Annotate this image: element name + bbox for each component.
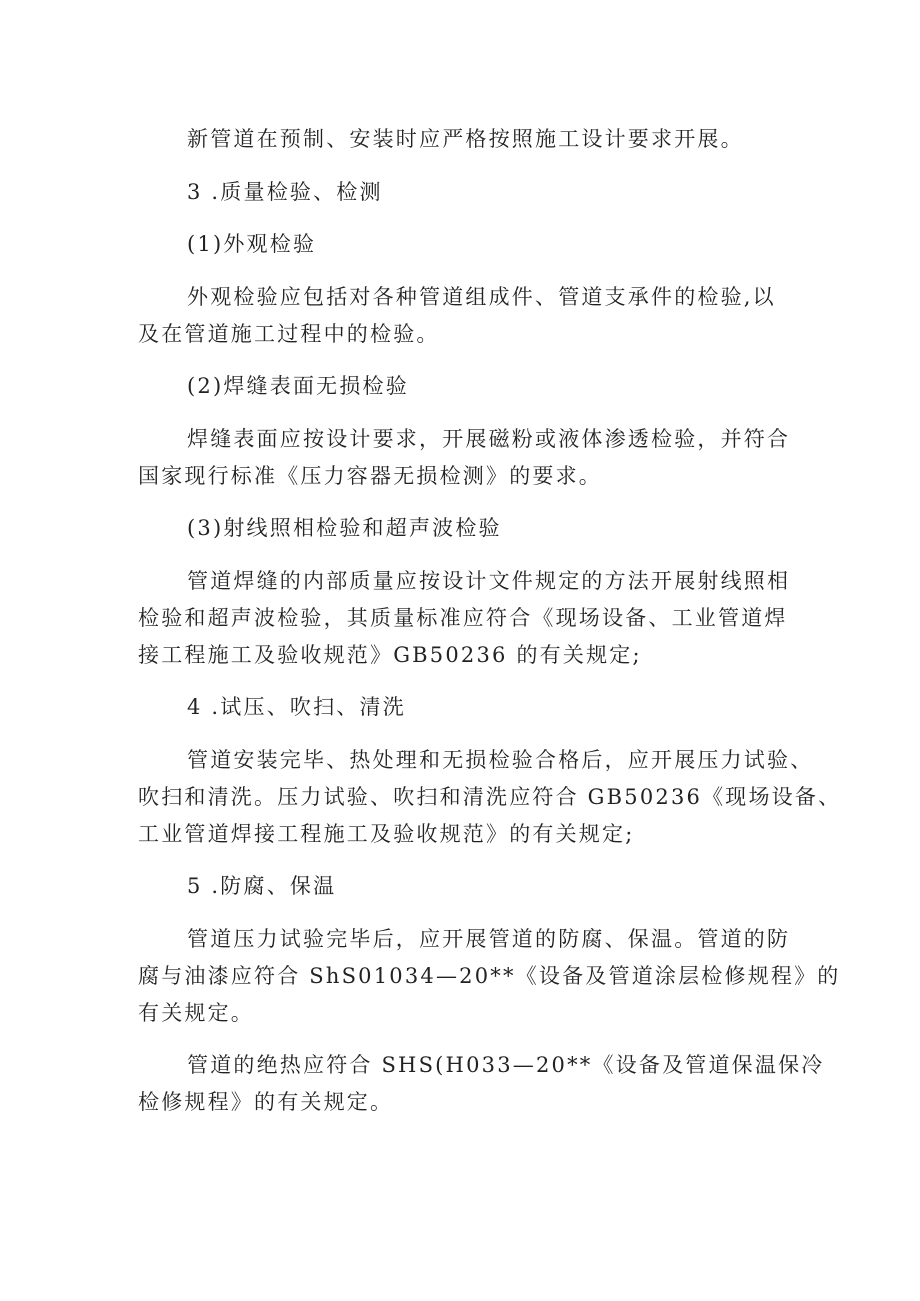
paragraph-insulation-line-1: 管道的绝热应符合 SHS(H033—20**《设备及管道保温保冷	[187, 1053, 825, 1077]
paragraph-weld-surface-line-1: 焊缝表面应按设计要求，开展磁粉或液体渗透检验，并符合	[187, 427, 791, 451]
subheading-weld-surface-ndt: (2)焊缝表面无损检验	[187, 374, 409, 398]
paragraph-radiography-line-1: 管道焊缝的内部质量应按设计文件规定的方法开展射线照相	[187, 569, 791, 593]
paragraph-anticorrosion-line-1: 管道压力试验完毕后，应开展管道的防腐、保温。管道的防	[187, 927, 791, 951]
paragraph-intro-line-1: 新管道在预制、安装时应严格按照施工设计要求开展。	[187, 127, 744, 151]
subheading-radiography-ultrasonic: (3)射线照相检验和超声波检验	[187, 516, 502, 540]
heading-quality-inspection: 3 .质量检验、检测	[187, 180, 383, 204]
heading-pressure-test: 4 .试压、吹扫、清洗	[187, 695, 406, 719]
paragraph-radiography-line-2: 检验和超声波检验，其质量标准应符合《现场设备、工业管道焊	[138, 606, 788, 630]
paragraph-pressure-test-line-3: 工业管道焊接工程施工及验收规范》的有关规定;	[138, 822, 635, 846]
paragraph-anticorrosion-line-3: 有关规定。	[138, 1001, 254, 1025]
paragraph-weld-surface-line-2: 国家现行标准《压力容器无损检测》的要求。	[138, 464, 602, 488]
paragraph-insulation-line-2: 检修规程》的有关规定。	[138, 1090, 394, 1114]
paragraph-pressure-test-line-1: 管道安装完毕、热处理和无损检验合格后，应开展压力试验、	[187, 748, 814, 772]
subheading-visual-inspection: (1)外观检验	[187, 232, 317, 256]
paragraph-anticorrosion-line-2: 腐与油漆应符合 ShS01034—20**《设备及管道涂层检修规程》的	[138, 964, 841, 988]
paragraph-visual-line-2: 及在管道施工过程中的检验。	[138, 322, 440, 346]
paragraph-pressure-test-line-2: 吹扫和清洗。压力试验、吹扫和清洗应符合 GB50236《现场设备、	[138, 785, 842, 809]
heading-anticorrosion: 5 .防腐、保温	[187, 874, 337, 898]
paragraph-radiography-line-3: 接工程施工及验收规范》GB50236 的有关规定;	[138, 643, 642, 667]
paragraph-visual-line-1: 外观检验应包括对各种管道组成件、管道支承件的检验,以	[187, 285, 776, 309]
